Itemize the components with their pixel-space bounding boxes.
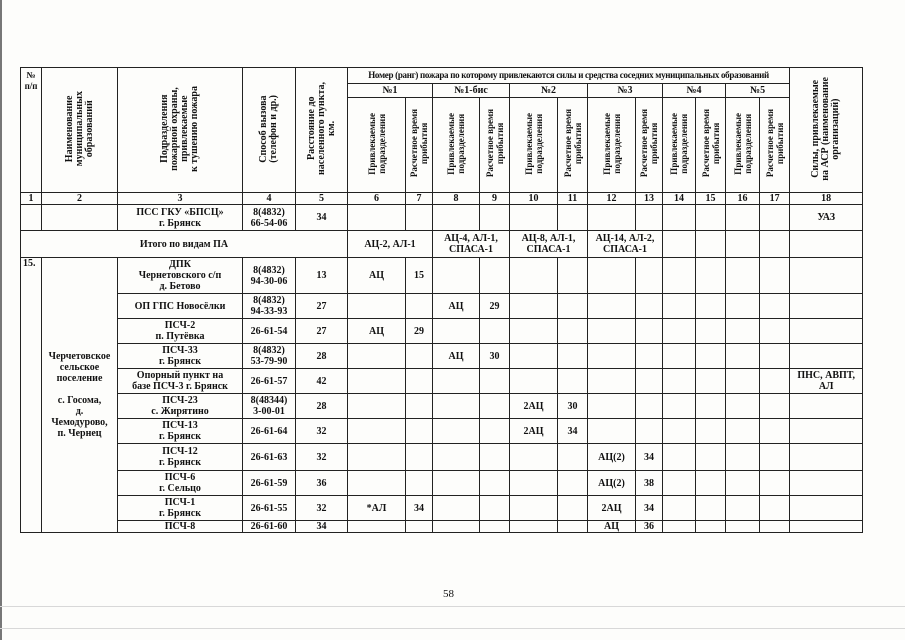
header-rank-1bis: №1-бис xyxy=(433,84,510,98)
assigned-units: АЦ xyxy=(588,521,636,533)
assigned-units xyxy=(588,419,636,444)
empty-cell xyxy=(663,258,696,294)
header-sub-units: Привлекаемые подразделения xyxy=(510,98,558,193)
assigned-units xyxy=(433,394,480,419)
empty-cell xyxy=(588,205,636,231)
empty-cell xyxy=(726,294,760,319)
unit-distance: 36 xyxy=(296,471,348,496)
column-number: 14 xyxy=(663,193,696,205)
arrival-time xyxy=(558,444,588,471)
empty-cell xyxy=(663,205,696,231)
empty-cell xyxy=(696,471,726,496)
table-row xyxy=(21,369,863,394)
empty-cell xyxy=(760,419,790,444)
empty-cell xyxy=(696,231,726,258)
header-rank-3: №3 xyxy=(588,84,663,98)
empty-cell xyxy=(348,205,406,231)
unit-phone: 26-61-54 xyxy=(243,319,296,344)
assigned-units xyxy=(510,444,558,471)
header-sub-units: Привлекаемые подразделения xyxy=(663,98,696,193)
assigned-units xyxy=(433,419,480,444)
asr-forces xyxy=(790,258,863,294)
unit-name: Опорный пункт на базе ПСЧ-3 г. Брянск xyxy=(118,369,243,394)
empty-cell xyxy=(663,344,696,369)
arrival-time: 34 xyxy=(636,496,663,521)
column-number: 1 xyxy=(21,193,42,205)
assigned-units: 2АЦ xyxy=(588,496,636,521)
header-num: № п/п xyxy=(21,68,42,193)
unit-phone: 26-61-60 xyxy=(243,521,296,533)
arrival-time xyxy=(636,294,663,319)
empty-cell xyxy=(663,419,696,444)
arrival-time: 29 xyxy=(406,319,433,344)
table-row xyxy=(21,521,863,533)
header-rank-5: №5 xyxy=(726,84,790,98)
arrival-time xyxy=(406,471,433,496)
unit-distance: 32 xyxy=(296,496,348,521)
arrival-time xyxy=(558,258,588,294)
empty-cell xyxy=(726,258,760,294)
empty-cell xyxy=(696,419,726,444)
header-units: Подразделения пожарной охраны, привлекаемые к тушению пожара xyxy=(118,68,243,193)
header-sub-time: Расчетное время прибытия xyxy=(760,98,790,193)
empty-cell xyxy=(558,205,588,231)
assigned-units xyxy=(510,471,558,496)
table-row xyxy=(21,294,863,319)
arrival-time xyxy=(480,419,510,444)
scan-artifact-line xyxy=(0,628,905,629)
arrival-time xyxy=(480,258,510,294)
assigned-units xyxy=(433,471,480,496)
asr-forces xyxy=(790,394,863,419)
empty-cell xyxy=(696,319,726,344)
arrival-time: 30 xyxy=(480,344,510,369)
column-number: 2 xyxy=(42,193,118,205)
empty-cell xyxy=(760,471,790,496)
empty-cell xyxy=(663,444,696,471)
empty-cell xyxy=(696,496,726,521)
arrival-time xyxy=(558,521,588,533)
asr-forces xyxy=(790,444,863,471)
assigned-units: АЦ(2) xyxy=(588,444,636,471)
asr-forces: ПНС, АВПТ, АЛ xyxy=(790,369,863,394)
empty-cell xyxy=(760,231,790,258)
unit-name: ПСЧ-1 г. Брянск xyxy=(118,496,243,521)
arrival-time xyxy=(636,419,663,444)
unit-name: ПСЧ-8 xyxy=(118,521,243,533)
arrival-time xyxy=(558,294,588,319)
unit-distance: 27 xyxy=(296,294,348,319)
empty-cell xyxy=(510,205,558,231)
header-row-1 xyxy=(21,68,863,84)
assigned-units xyxy=(433,444,480,471)
table-row xyxy=(21,394,863,419)
table-row xyxy=(21,319,863,344)
arrival-time xyxy=(558,369,588,394)
assigned-units: *АЛ xyxy=(348,496,406,521)
unit-name: ПСЧ-23 с. Жирятино xyxy=(118,394,243,419)
empty-cell xyxy=(726,205,760,231)
assigned-units xyxy=(588,344,636,369)
arrival-time xyxy=(558,471,588,496)
empty-cell xyxy=(663,394,696,419)
header-municipality: Наименование муниципальных образований xyxy=(42,68,118,193)
arrival-time xyxy=(480,521,510,533)
arrival-time xyxy=(406,521,433,533)
column-number: 7 xyxy=(406,193,433,205)
column-number: 12 xyxy=(588,193,636,205)
totals-rank-1bis: АЦ-4, АЛ-1, СПАСА-1 xyxy=(433,231,510,258)
empty-cell xyxy=(663,496,696,521)
asr-forces xyxy=(790,319,863,344)
empty-cell xyxy=(760,294,790,319)
empty-cell xyxy=(726,521,760,533)
header-call-method: Способ вызова (телефон и др.) xyxy=(243,68,296,193)
assigned-units xyxy=(348,521,406,533)
table-row xyxy=(21,496,863,521)
table-row xyxy=(21,258,863,294)
assigned-units: АЦ xyxy=(348,319,406,344)
header-rank-1: №1 xyxy=(348,84,433,98)
assigned-units xyxy=(348,419,406,444)
arrival-time xyxy=(480,394,510,419)
empty-cell xyxy=(663,294,696,319)
totals-row xyxy=(21,231,863,258)
empty-cell xyxy=(636,205,663,231)
assigned-units xyxy=(433,319,480,344)
table-row xyxy=(21,444,863,471)
empty-cell xyxy=(696,369,726,394)
arrival-time xyxy=(558,344,588,369)
unit-distance: 27 xyxy=(296,319,348,344)
empty-cell xyxy=(406,205,433,231)
assigned-units xyxy=(348,344,406,369)
empty-cell xyxy=(21,205,42,231)
assigned-units xyxy=(588,369,636,394)
empty-cell xyxy=(696,444,726,471)
header-sub-time: Расчетное время прибытия xyxy=(480,98,510,193)
assigned-units xyxy=(348,471,406,496)
empty-cell xyxy=(696,205,726,231)
empty-cell xyxy=(760,258,790,294)
unit-distance: 42 xyxy=(296,369,348,394)
arrival-time xyxy=(406,444,433,471)
empty-cell xyxy=(696,344,726,369)
header-sub-units: Привлекаемые подразделения xyxy=(348,98,406,193)
unit-name: ПСС ГКУ «БПСЦ» г. Брянск xyxy=(118,205,243,231)
asr-forces xyxy=(790,419,863,444)
header-rank-group: Номер (ранг) пожара по которому привлекаются силы и средства соседних муниципальных образований xyxy=(348,68,790,84)
unit-name: ДПК Чернетовского с/п д. Бетово xyxy=(118,258,243,294)
empty-cell xyxy=(760,521,790,533)
arrival-time: 15 xyxy=(406,258,433,294)
column-number: 13 xyxy=(636,193,663,205)
unit-phone: 26-61-55 xyxy=(243,496,296,521)
empty-cell xyxy=(663,319,696,344)
unit-name: ПСЧ-6 г. Сельцо xyxy=(118,471,243,496)
totals-rank-2: АЦ-8, АЛ-1, СПАСА-1 xyxy=(510,231,588,258)
arrival-time xyxy=(636,344,663,369)
unit-distance: 28 xyxy=(296,344,348,369)
arrival-time xyxy=(558,319,588,344)
empty-cell xyxy=(42,205,118,231)
municipality-name: Черчетовское сельское поселение с. Госома, д. Чемодурово, п. Чернец xyxy=(42,258,118,533)
arrival-time xyxy=(406,419,433,444)
column-number-row xyxy=(21,193,863,205)
empty-cell xyxy=(760,369,790,394)
empty-cell xyxy=(726,369,760,394)
arrival-time xyxy=(636,258,663,294)
header-sub-units: Привлекаемые подразделения xyxy=(433,98,480,193)
assigned-units xyxy=(348,444,406,471)
header-sub-units: Привлекаемые подразделения xyxy=(588,98,636,193)
table-body xyxy=(21,68,863,533)
scan-artifact-line xyxy=(0,606,905,607)
table-row xyxy=(21,205,863,231)
column-number: 16 xyxy=(726,193,760,205)
assigned-units: АЦ xyxy=(348,258,406,294)
header-sub-time: Расчетное время прибытия xyxy=(696,98,726,193)
page-number: 58 xyxy=(443,588,454,600)
arrival-time xyxy=(636,394,663,419)
column-number: 9 xyxy=(480,193,510,205)
empty-cell xyxy=(480,205,510,231)
unit-distance: 34 xyxy=(296,205,348,231)
arrival-time xyxy=(480,369,510,394)
totals-label: Итого по видам ПА xyxy=(21,231,348,258)
assigned-units xyxy=(433,496,480,521)
empty-cell xyxy=(726,444,760,471)
empty-cell xyxy=(790,231,863,258)
arrival-time xyxy=(480,319,510,344)
empty-cell xyxy=(696,521,726,533)
arrival-time: 34 xyxy=(636,444,663,471)
column-number: 8 xyxy=(433,193,480,205)
arrival-time xyxy=(558,496,588,521)
empty-cell xyxy=(760,344,790,369)
empty-cell xyxy=(760,444,790,471)
assigned-units xyxy=(510,258,558,294)
asr-forces xyxy=(790,521,863,533)
header-sub-time: Расчетное время прибытия xyxy=(558,98,588,193)
table-row xyxy=(21,419,863,444)
table-row xyxy=(21,344,863,369)
assigned-units: АЦ xyxy=(433,344,480,369)
unit-phone: 8(4832) 94-33-93 xyxy=(243,294,296,319)
unit-name: ПСЧ-12 г. Брянск xyxy=(118,444,243,471)
unit-name: ОП ГПС Новосёлки xyxy=(118,294,243,319)
unit-name: ПСЧ-2 п. Путёвка xyxy=(118,319,243,344)
empty-cell xyxy=(726,471,760,496)
empty-cell xyxy=(726,496,760,521)
assigned-units xyxy=(588,394,636,419)
section-number: 15. xyxy=(21,258,42,533)
arrival-time xyxy=(406,344,433,369)
unit-distance: 28 xyxy=(296,394,348,419)
arrival-time xyxy=(406,369,433,394)
unit-phone: 26-61-57 xyxy=(243,369,296,394)
assigned-units xyxy=(588,294,636,319)
header-sub-time: Расчетное время прибытия xyxy=(406,98,433,193)
empty-cell xyxy=(726,319,760,344)
assigned-units xyxy=(510,294,558,319)
column-number: 15 xyxy=(696,193,726,205)
unit-phone: 8(48344) 3-00-01 xyxy=(243,394,296,419)
column-number: 3 xyxy=(118,193,243,205)
arrival-time: 29 xyxy=(480,294,510,319)
assigned-units xyxy=(510,344,558,369)
empty-cell xyxy=(663,471,696,496)
assigned-units xyxy=(433,258,480,294)
deployment-table xyxy=(20,67,863,533)
empty-cell xyxy=(726,231,760,258)
unit-distance: 32 xyxy=(296,444,348,471)
unit-distance: 32 xyxy=(296,419,348,444)
header-sub-units: Привлекаемые подразделения xyxy=(726,98,760,193)
unit-phone: 26-61-64 xyxy=(243,419,296,444)
scan-left-edge xyxy=(0,0,2,640)
unit-name: ПСЧ-13 г. Брянск xyxy=(118,419,243,444)
empty-cell xyxy=(696,258,726,294)
assigned-units xyxy=(348,294,406,319)
unit-phone: 8(4832) 94-30-06 xyxy=(243,258,296,294)
column-number: 5 xyxy=(296,193,348,205)
assigned-units xyxy=(510,496,558,521)
unit-name: ПСЧ-33 г. Брянск xyxy=(118,344,243,369)
assigned-units xyxy=(433,369,480,394)
arrival-time xyxy=(636,369,663,394)
header-rank-2: №2 xyxy=(510,84,588,98)
unit-phone: 8(4832) 66-54-06 xyxy=(243,205,296,231)
empty-cell xyxy=(760,496,790,521)
empty-cell xyxy=(760,319,790,344)
assigned-units: АЦ(2) xyxy=(588,471,636,496)
arrival-time: 38 xyxy=(636,471,663,496)
empty-cell xyxy=(433,205,480,231)
unit-distance: 13 xyxy=(296,258,348,294)
arrival-time xyxy=(480,444,510,471)
empty-cell xyxy=(696,294,726,319)
assigned-units xyxy=(588,258,636,294)
empty-cell xyxy=(726,394,760,419)
column-number: 11 xyxy=(558,193,588,205)
assigned-units xyxy=(510,521,558,533)
header-sub-time: Расчетное время прибытия xyxy=(636,98,663,193)
arrival-time: 34 xyxy=(406,496,433,521)
arrival-time: 36 xyxy=(636,521,663,533)
arrival-time xyxy=(636,319,663,344)
column-number: 6 xyxy=(348,193,406,205)
unit-phone: 26-61-63 xyxy=(243,444,296,471)
arrival-time xyxy=(406,394,433,419)
assigned-units xyxy=(348,369,406,394)
empty-cell xyxy=(663,369,696,394)
header-rank-4: №4 xyxy=(663,84,726,98)
column-number: 17 xyxy=(760,193,790,205)
empty-cell xyxy=(696,394,726,419)
arrival-time xyxy=(480,496,510,521)
column-number: 10 xyxy=(510,193,558,205)
assigned-units xyxy=(510,369,558,394)
assigned-units: АЦ xyxy=(433,294,480,319)
arrival-time xyxy=(406,294,433,319)
unit-phone: 26-61-59 xyxy=(243,471,296,496)
empty-cell xyxy=(760,205,790,231)
header-distance: Расстояние до населенного пункта, км. xyxy=(296,68,348,193)
assigned-units: 2АЦ xyxy=(510,419,558,444)
asr-forces xyxy=(790,294,863,319)
empty-cell xyxy=(663,231,696,258)
table-row xyxy=(21,471,863,496)
empty-cell xyxy=(726,344,760,369)
totals-rank-1: АЦ-2, АЛ-1 xyxy=(348,231,433,258)
unit-phone: 8(4832) 53-79-90 xyxy=(243,344,296,369)
empty-cell xyxy=(760,394,790,419)
header-asr: Силы, привлекаемые на АСР (наименование организаций) xyxy=(790,68,863,193)
asr-forces xyxy=(790,471,863,496)
asr-forces: УАЗ xyxy=(790,205,863,231)
totals-rank-3: АЦ-14, АЛ-2, СПАСА-1 xyxy=(588,231,663,258)
asr-forces xyxy=(790,496,863,521)
unit-distance: 34 xyxy=(296,521,348,533)
assigned-units: 2АЦ xyxy=(510,394,558,419)
column-number: 4 xyxy=(243,193,296,205)
asr-forces xyxy=(790,344,863,369)
assigned-units xyxy=(588,319,636,344)
assigned-units xyxy=(433,521,480,533)
assigned-units xyxy=(348,394,406,419)
empty-cell xyxy=(726,419,760,444)
arrival-time xyxy=(480,471,510,496)
column-number: 18 xyxy=(790,193,863,205)
arrival-time: 34 xyxy=(558,419,588,444)
empty-cell xyxy=(663,521,696,533)
arrival-time: 30 xyxy=(558,394,588,419)
assigned-units xyxy=(510,319,558,344)
